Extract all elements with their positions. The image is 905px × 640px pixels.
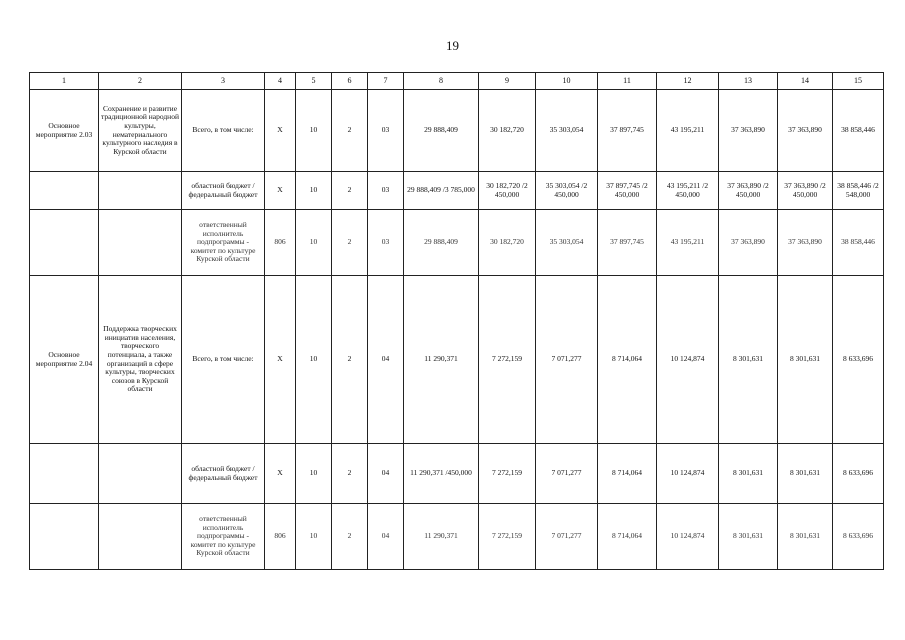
cell-c15: 38 858,446 [833,90,884,172]
header-col-13: 13 [719,73,778,90]
funding-source: Всего, в том числе: [182,276,265,444]
cell-c10: 7 071,277 [536,444,598,504]
table-row [30,210,884,276]
cell-c6: 2 [332,90,368,172]
cell-c15: 8 633,696 [833,444,884,504]
cell-c4: 806 [265,504,296,570]
header-col-12: 12 [657,73,719,90]
cell-c9: 30 182,720 [479,90,536,172]
cell-c7: 03 [368,172,404,210]
cell-c5: 10 [296,504,332,570]
cell-c5: 10 [296,444,332,504]
cell-c13: 37 363,890 [719,90,778,172]
cell-c4: 806 [265,210,296,276]
cell-c12: 10 124,874 [657,444,719,504]
header-col-1: 1 [30,73,99,90]
header-col-3: 3 [182,73,265,90]
cell-c4: X [265,444,296,504]
cell-c11: 8 714,064 [598,444,657,504]
header-col-9: 9 [479,73,536,90]
header-col-15: 15 [833,73,884,90]
activity-description: Поддержка творческих инициатив населения, творческого потенциала, а также организаций в сфере культуры, творческих союзов в Курской области [99,276,182,444]
cell-c6: 2 [332,276,368,444]
cell-c11: 37 897,745 /2 450,000 [598,172,657,210]
cell-c5: 10 [296,90,332,172]
cell-c4: X [265,90,296,172]
header-col-2: 2 [99,73,182,90]
cell-c15: 8 633,696 [833,504,884,570]
table-row [30,276,884,444]
activity-description [99,444,182,504]
cell-c15: 8 633,696 [833,276,884,444]
cell-c8: 11 290,371 [404,504,479,570]
cell-c10: 7 071,277 [536,276,598,444]
cell-c6: 2 [332,444,368,504]
cell-c12: 10 124,874 [657,276,719,444]
cell-c7: 04 [368,276,404,444]
cell-c10: 35 303,054 /2 450,000 [536,172,598,210]
cell-c14: 8 301,631 [778,504,833,570]
cell-c13: 8 301,631 [719,276,778,444]
cell-c9: 7 272,159 [479,276,536,444]
cell-c5: 10 [296,172,332,210]
cell-c12: 10 124,874 [657,504,719,570]
cell-c7: 03 [368,90,404,172]
cell-c12: 43 195,211 [657,210,719,276]
header-col-4: 4 [265,73,296,90]
header-col-10: 10 [536,73,598,90]
cell-c11: 8 714,064 [598,504,657,570]
page-number: 19 [446,38,459,53]
activity-cell [30,504,99,570]
cell-c6: 2 [332,210,368,276]
cell-c13: 8 301,631 [719,444,778,504]
cell-c10: 7 071,277 [536,504,598,570]
cell-c15: 38 858,446 [833,210,884,276]
activity-cell [30,172,99,210]
cell-c15: 38 858,446 /2 548,000 [833,172,884,210]
cell-c5: 10 [296,276,332,444]
header-col-6: 6 [332,73,368,90]
cell-c11: 37 897,745 [598,210,657,276]
funding-source: областной бюджет /федеральный бюджет [182,172,265,210]
activity-description [99,172,182,210]
cell-c7: 04 [368,504,404,570]
header-col-7: 7 [368,73,404,90]
cell-c14: 37 363,890 [778,210,833,276]
cell-c13: 37 363,890 /2 450,000 [719,172,778,210]
cell-c14: 37 363,890 [778,90,833,172]
activity-cell: Основное мероприятие 2.04 [30,276,99,444]
table-row [30,504,884,570]
activity-cell [30,210,99,276]
cell-c8: 29 888,409 /3 785,000 [404,172,479,210]
cell-c14: 8 301,631 [778,276,833,444]
activity-description: Сохранение и развитие традиционной народной культуры, нематериального культурного наследия в Курской области [99,90,182,172]
cell-c10: 35 303,054 [536,210,598,276]
table-row [30,172,884,210]
budget-table [29,72,884,570]
cell-c11: 8 714,064 [598,276,657,444]
cell-c14: 37 363,890 /2 450,000 [778,172,833,210]
header-col-5: 5 [296,73,332,90]
cell-c9: 7 272,159 [479,444,536,504]
activity-description [99,504,182,570]
cell-c13: 37 363,890 [719,210,778,276]
header-col-8: 8 [404,73,479,90]
cell-c12: 43 195,211 [657,90,719,172]
cell-c13: 8 301,631 [719,504,778,570]
cell-c9: 7 272,159 [479,504,536,570]
cell-c11: 37 897,745 [598,90,657,172]
funding-source: Всего, в том числе: [182,90,265,172]
cell-c5: 10 [296,210,332,276]
cell-c4: X [265,172,296,210]
header-col-14: 14 [778,73,833,90]
cell-c9: 30 182,720 /2 450,000 [479,172,536,210]
cell-c8: 11 290,371 [404,276,479,444]
activity-cell [30,444,99,504]
header-row [30,73,884,90]
cell-c9: 30 182,720 [479,210,536,276]
table-row [30,444,884,504]
activity-description [99,210,182,276]
cell-c14: 8 301,631 [778,444,833,504]
cell-c6: 2 [332,504,368,570]
cell-c12: 43 195,211 /2 450,000 [657,172,719,210]
funding-source: областной бюджет /федеральный бюджет [182,444,265,504]
cell-c7: 04 [368,444,404,504]
funding-source: ответственный исполнитель подпрограммы - комитет по культуре Курской области [182,210,265,276]
cell-c10: 35 303,054 [536,90,598,172]
cell-c6: 2 [332,172,368,210]
funding-source: ответственный исполнитель подпрограммы - комитет по культуре Курской области [182,504,265,570]
cell-c4: X [265,276,296,444]
header-col-11: 11 [598,73,657,90]
table-row [30,90,884,172]
cell-c8: 29 888,409 [404,90,479,172]
cell-c8: 11 290,371 /450,000 [404,444,479,504]
activity-cell: Основное мероприятие 2.03 [30,90,99,172]
cell-c8: 29 888,409 [404,210,479,276]
cell-c7: 03 [368,210,404,276]
